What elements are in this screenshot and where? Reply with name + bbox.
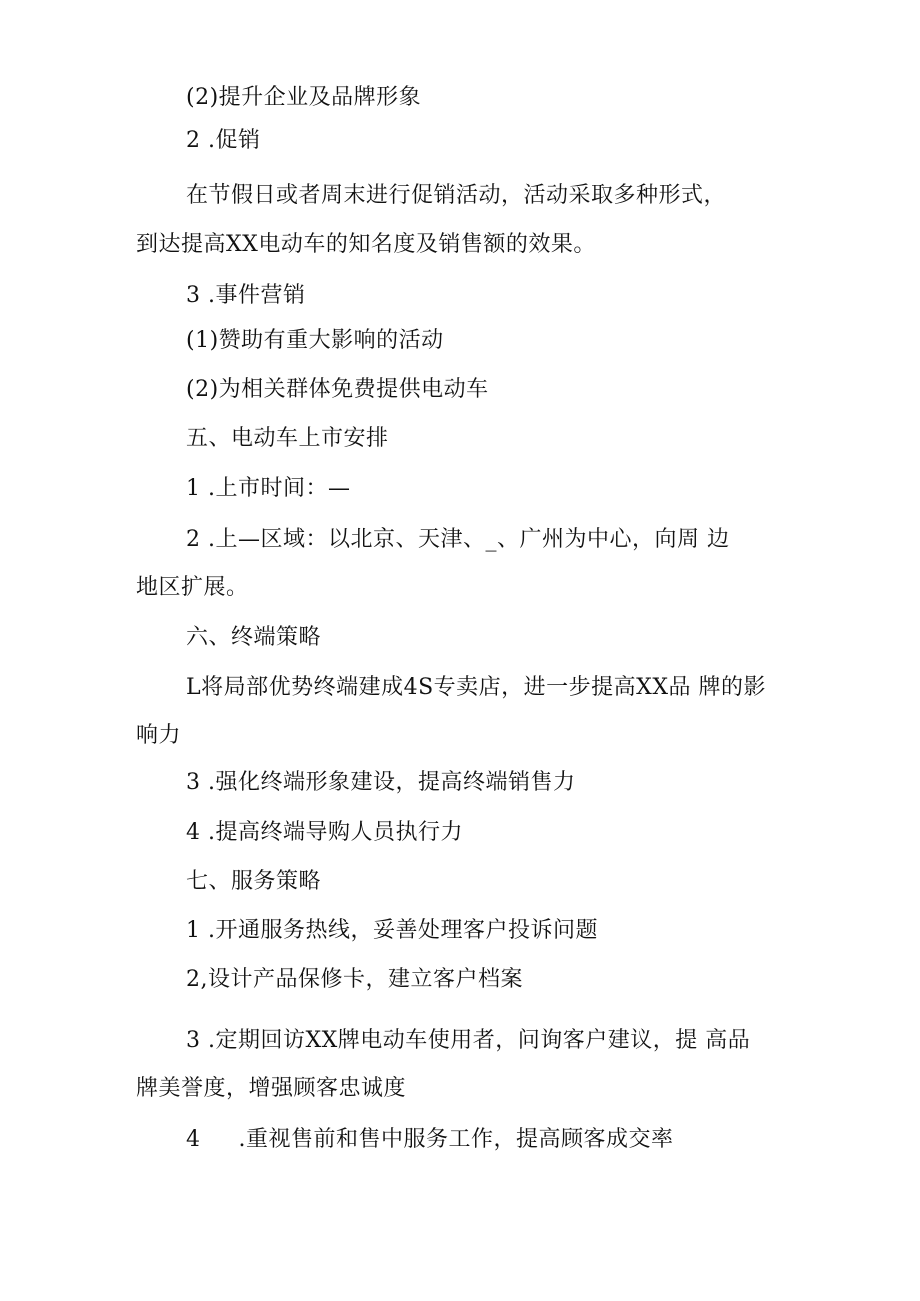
paragraph-line: 在节假日或者周末进行促销活动，活动采取多种形式， <box>186 183 727 208</box>
list-item: 2,设计产品保修卡，建立客户档案 <box>186 967 523 992</box>
list-item: (1)赞助有重大影响的活动 <box>186 328 444 353</box>
chapter-heading: 七、服务策略 <box>186 869 322 894</box>
list-item: 3 .定期回访XX牌电动车使用者，问询客户建议，提 高品 <box>186 1028 751 1053</box>
list-number: 4 <box>186 1127 201 1152</box>
chapter-heading: 六、终端策略 <box>186 625 322 650</box>
list-item <box>186 1125 674 1155</box>
list-item: 2 .上—区域：以北京、天津、_、广州为中心，向周 边 <box>186 527 730 552</box>
list-item: 1 .开通服务热线，妥善处理客户投诉问题 <box>186 918 598 943</box>
paragraph-line: 牌美誉度，增强顾客忠诚度 <box>136 1076 407 1101</box>
list-item: (2)为相关群体免费提供电动车 <box>186 377 489 402</box>
text-line: (2)提升企业及品牌形象 <box>186 85 422 110</box>
list-item: 4 .提高终端导购人员执行力 <box>186 820 463 845</box>
paragraph-line: 到达提高XX电动车的知名度及销售额的效果。 <box>136 232 596 257</box>
section-heading: 2 .促销 <box>186 128 261 153</box>
section-heading: 3 .事件营销 <box>186 283 306 308</box>
chapter-heading: 五、电动车上市安排 <box>186 426 389 451</box>
list-text: .重视售前和售中服务工作，提高顾客成交率 <box>238 1127 674 1152</box>
paragraph-line: 地区扩展。 <box>136 575 249 600</box>
list-item: 1 .上市时间：— <box>186 476 351 501</box>
paragraph-line: 响力 <box>136 723 182 748</box>
list-item: 3 .强化终端形象建设，提高终端销售力 <box>186 770 576 795</box>
list-item: L将局部优势终端建成4S专卖店，进一步提高XX品 牌的影 <box>186 675 766 700</box>
